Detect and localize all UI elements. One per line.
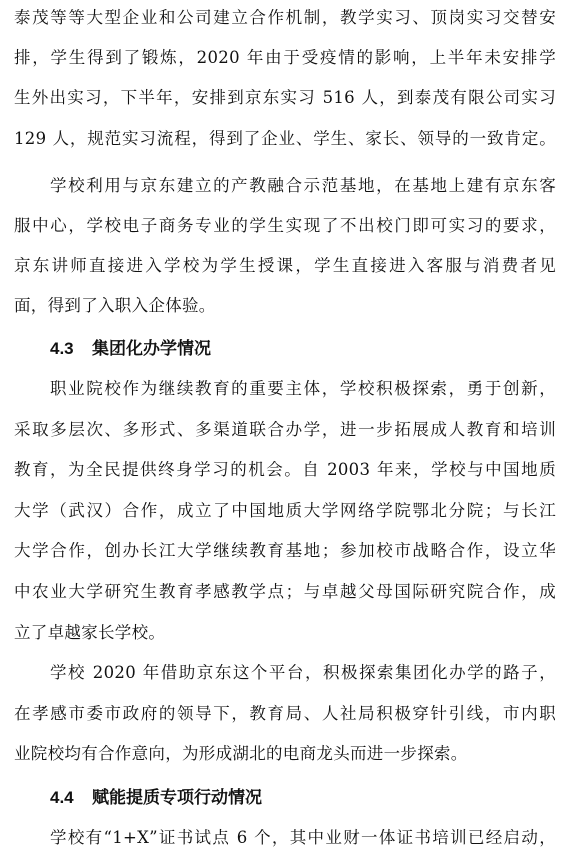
paragraph-1-line-2: 排，学生得到了锻炼，2020 年由于受疫情的影响，上半年未安排学	[14, 48, 556, 67]
paragraph-1-line-1: 泰茂等等大型企业和公司建立合作机制，教学实习、顶岗实习交替安	[14, 8, 556, 27]
paragraph-3-line-6: 中农业大学研究生教育孝感教学点；与卓越父母国际研究院合作，成	[14, 582, 556, 601]
paragraph-3-line-1: 职业院校作为继续教育的重要主体，学校积极探索，勇于创新，	[50, 379, 556, 398]
section-title: 集团化办学情况	[92, 339, 211, 359]
section-number: 4.4	[50, 788, 74, 807]
section-heading-4-4	[50, 785, 262, 811]
paragraph-2-line-3: 京东讲师直接进入学校为学生授课，学生直接进入客服与消费者见	[14, 256, 556, 275]
paragraph-1-line-3: 生外出实习，下半年，安排到京东实习 516 人，到泰茂有限公司实习	[14, 88, 556, 107]
paragraph-4-line-3: 业院校均有合作意向，为形成湖北的电商龙头而进一步探索。	[14, 744, 468, 763]
paragraph-4-line-1: 学校 2020 年借助京东这个平台，积极探索集团化办学的路子，	[50, 663, 556, 682]
paragraph-3-line-7: 立了卓越家长学校。	[14, 623, 166, 642]
paragraph-3-line-2: 采取多层次、多形式、多渠道联合办学，进一步拓展成人教育和培训	[14, 420, 556, 439]
paragraph-3-line-5: 大学合作，创办长江大学继续教育基地；参加校市战略合作，设立华	[14, 541, 556, 560]
section-number: 4.3	[50, 339, 74, 358]
section-heading-4-3	[50, 336, 211, 362]
section-title: 赋能提质专项行动情况	[92, 788, 262, 808]
paragraph-2-line-1: 学校利用与京东建立的产教融合示范基地，在基地上建有京东客	[50, 176, 556, 195]
paragraph-2-line-4: 面，得到了入职入企体验。	[14, 296, 216, 315]
paragraph-1-line-4: 129 人，规范实习流程，得到了企业、学生、家长、领导的一致肯定。	[14, 129, 556, 148]
paragraph-4-line-2: 在孝感市委市政府的领导下，教育局、人社局积极穿针引线，市内职	[14, 704, 556, 723]
paragraph-5-line-1: 学校有“1+X”证书试点 6 个，其中业财一体证书培训已经启动，	[50, 828, 556, 847]
paragraph-3-line-4: 大学（武汉）合作，成立了中国地质大学网络学院鄂北分院；与长江	[14, 501, 556, 520]
paragraph-3-line-3: 教育，为全民提供终身学习的机会。自 2003 年来，学校与中国地质	[14, 460, 556, 479]
paragraph-2-line-2: 服中心，学校电子商务专业的学生实现了不出校门即可实习的要求，	[14, 216, 556, 235]
